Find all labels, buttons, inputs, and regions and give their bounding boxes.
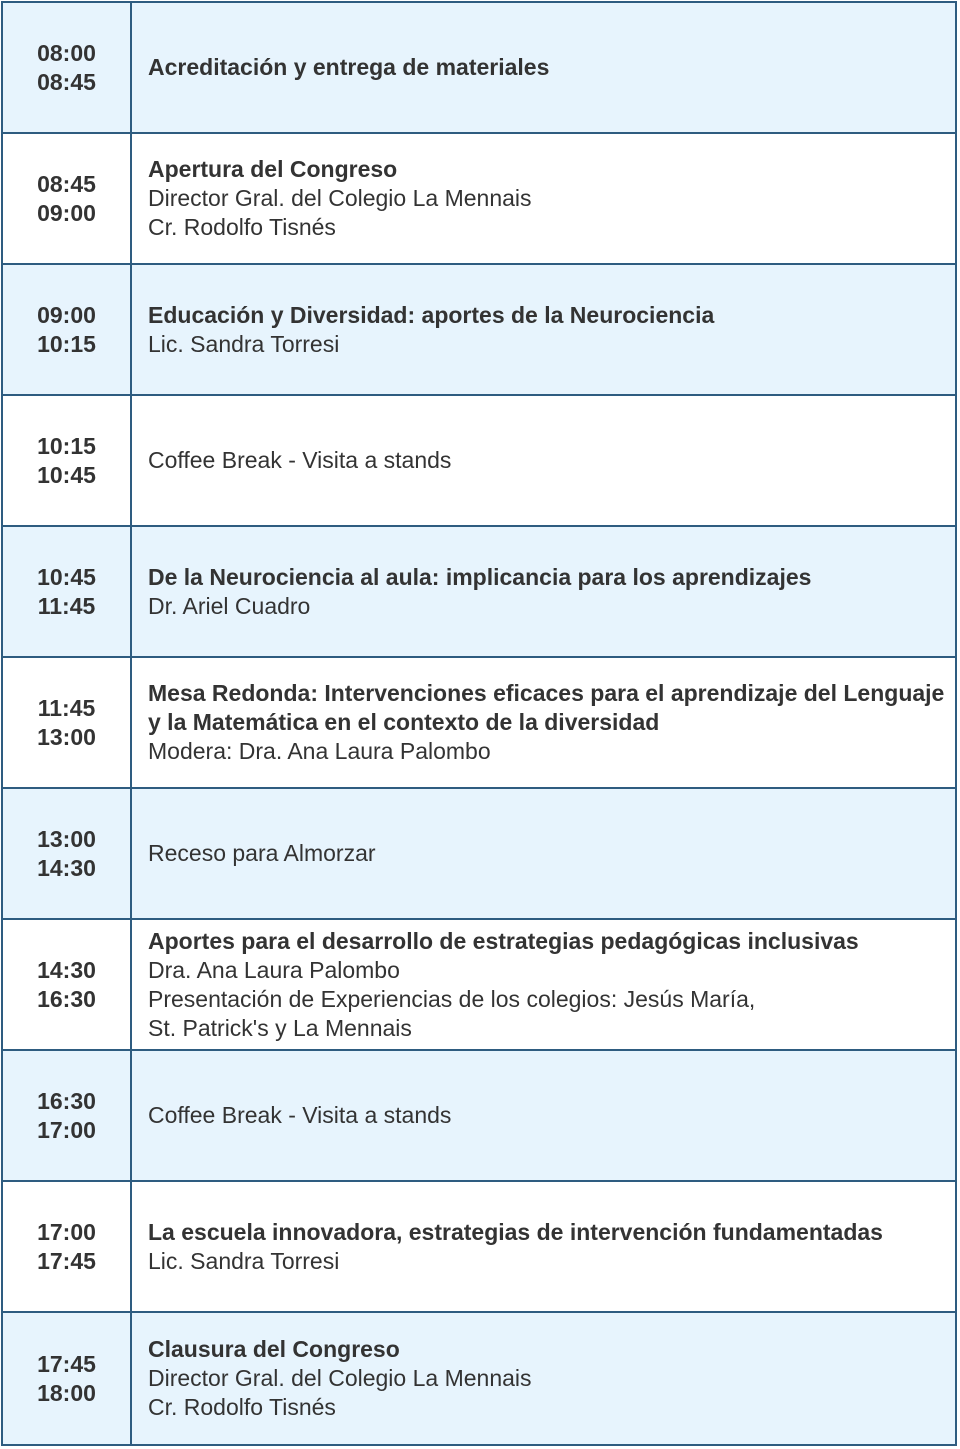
time-cell	[3, 396, 132, 525]
start-time: 17:45	[37, 1350, 96, 1377]
end-time: 08:45	[37, 68, 96, 95]
session-cell	[132, 265, 955, 394]
time-cell	[3, 1313, 132, 1444]
session-detail: Receso para Almorzar	[148, 840, 376, 866]
table-row	[3, 1182, 955, 1313]
session-title: Educación y Diversidad: aportes de la Neurociencia	[148, 301, 715, 328]
end-time: 16:30	[37, 985, 96, 1012]
start-time: 09:00	[37, 301, 96, 328]
session-cell	[132, 134, 955, 263]
session-title: De la Neurociencia al aula: implicancia para los aprendizajes	[148, 563, 812, 590]
start-time: 11:45	[37, 694, 96, 721]
end-time: 17:00	[37, 1116, 96, 1143]
end-time: 17:45	[37, 1247, 96, 1274]
time-cell	[3, 789, 132, 918]
session-cell	[132, 3, 955, 132]
session-detail: Cr. Rodolfo Tisnés	[148, 214, 336, 240]
table-row	[3, 789, 955, 920]
session-title: Acreditación y entrega de materiales	[148, 54, 550, 80]
end-time: 10:15	[37, 330, 96, 357]
session-detail: Dra. Ana Laura Palombo	[148, 956, 400, 983]
table-row	[3, 920, 955, 1051]
table-row	[3, 658, 955, 789]
session-detail: Modera: Dra. Ana Laura Palombo	[148, 738, 491, 764]
session-cell	[132, 396, 955, 525]
end-time: 13:00	[37, 723, 96, 750]
schedule-table	[1, 1, 957, 1446]
session-detail: Dr. Ariel Cuadro	[148, 592, 311, 619]
start-time: 13:00	[37, 825, 96, 852]
start-time: 08:00	[37, 39, 96, 66]
session-detail: Director Gral. del Colegio La Mennais	[148, 185, 532, 211]
time-cell	[3, 1051, 132, 1180]
session-title: Aportes para el desarrollo de estrategias pedagógicas inclusivas	[148, 927, 859, 954]
start-time: 17:00	[37, 1218, 96, 1245]
session-detail: St. Patrick's y La Mennais	[148, 1014, 412, 1041]
session-title: Apertura del Congreso	[148, 156, 398, 182]
table-row	[3, 134, 955, 265]
session-detail: Lic. Sandra Torresi	[148, 330, 340, 357]
end-time: 11:45	[37, 592, 96, 619]
session-detail: Coffee Break - Visita a stands	[148, 1102, 452, 1128]
start-time: 10:15	[37, 432, 96, 459]
session-cell	[132, 527, 955, 656]
start-time: 16:30	[37, 1087, 96, 1114]
start-time: 14:30	[37, 956, 96, 983]
end-time: 18:00	[37, 1379, 96, 1406]
time-cell	[3, 527, 132, 656]
time-cell	[3, 134, 132, 263]
table-row	[3, 1313, 955, 1444]
session-title: Mesa Redonda: Intervenciones eficaces para el aprendizaje del Lenguaje y la Matemática en el contexto de la diversidad	[148, 680, 945, 735]
end-time: 14:30	[37, 854, 96, 881]
end-time: 09:00	[37, 199, 96, 226]
time-cell	[3, 1182, 132, 1311]
start-time: 10:45	[37, 563, 96, 590]
table-row	[3, 527, 955, 658]
session-cell	[132, 1051, 955, 1180]
table-row	[3, 1051, 955, 1182]
session-cell	[132, 920, 955, 1049]
session-cell	[132, 658, 955, 787]
session-title: La escuela innovadora, estrategias de intervención fundamentadas	[148, 1218, 883, 1245]
session-detail: Director Gral. del Colegio La Mennais	[148, 1365, 532, 1391]
table-row	[3, 3, 955, 134]
session-detail: Presentación de Experiencias de los colegios: Jesús María,	[148, 985, 756, 1012]
session-title: Clausura del Congreso	[148, 1336, 400, 1362]
session-cell	[132, 1182, 955, 1311]
session-detail: Coffee Break - Visita a stands	[148, 447, 452, 473]
session-detail: Cr. Rodolfo Tisnés	[148, 1394, 336, 1420]
session-cell	[132, 1313, 955, 1444]
session-detail: Lic. Sandra Torresi	[148, 1247, 340, 1274]
time-cell	[3, 920, 132, 1049]
time-cell	[3, 265, 132, 394]
end-time: 10:45	[37, 461, 96, 488]
time-cell	[3, 658, 132, 787]
table-row	[3, 265, 955, 396]
table-row	[3, 396, 955, 527]
time-cell	[3, 3, 132, 132]
start-time: 08:45	[37, 170, 96, 197]
session-cell	[132, 789, 955, 918]
